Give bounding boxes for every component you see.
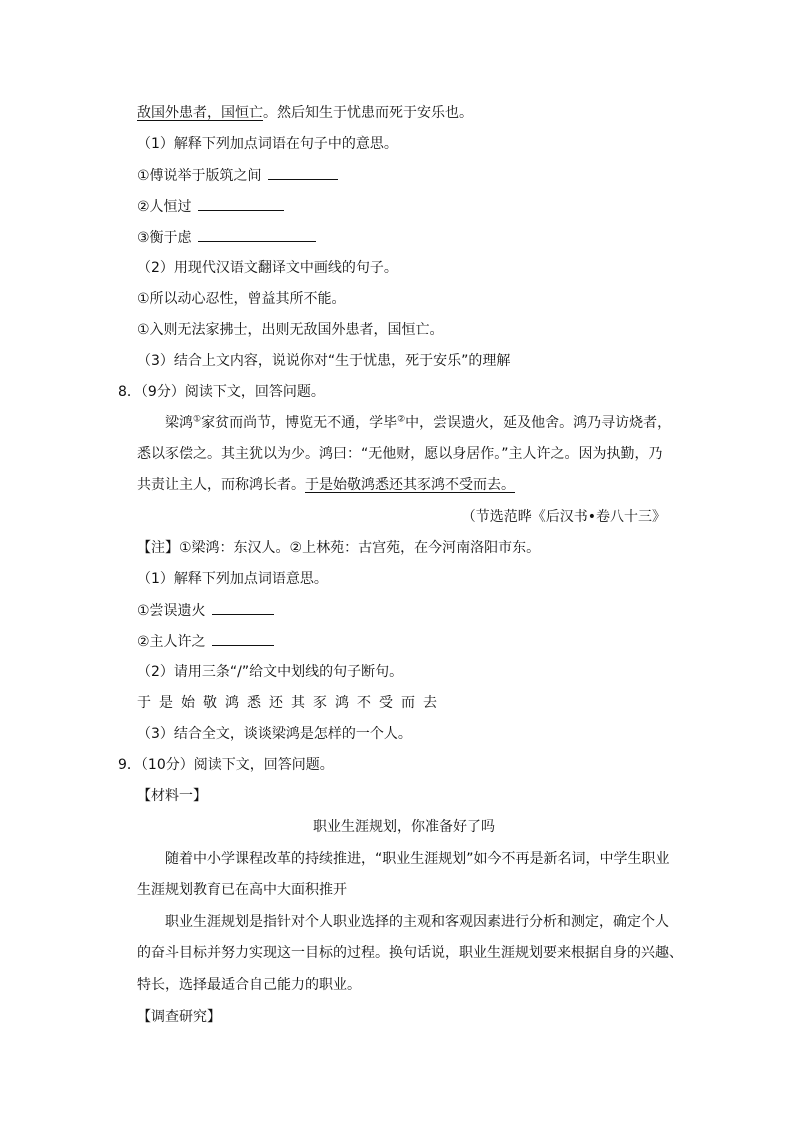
q8-passage-line-3	[137, 475, 515, 495]
answer-blank[interactable]	[212, 631, 274, 646]
q8-passage-line-1	[165, 413, 671, 433]
q8-heading: 8．（9分）阅读下文，回答问题。	[118, 384, 325, 400]
item-text: ③衡于虑	[137, 230, 192, 246]
q7-sub1-prompt: （1）解释下列加点词语在句子中的意思。	[137, 136, 398, 152]
text-continuation: 。然后知生于忧患而死于安乐也。	[263, 105, 473, 121]
q9-paragraph-1-line-2: 生涯规划教育已在高中大面积推开	[137, 882, 347, 898]
q9-article-title: 职业生涯规划，你准备好了吗	[313, 819, 495, 835]
q9-material-1-label: 【材料一】	[137, 788, 207, 804]
underlined-sentence: 于是始敬鸿悉还其豕鸿不受而去。	[305, 477, 515, 493]
answer-blank[interactable]	[212, 600, 274, 615]
q7-sub2-prompt: （2）用现代汉语文翻译文中画线的句子。	[137, 260, 398, 276]
q9-heading: 9．（10分）阅读下文，回答问题。	[118, 757, 334, 773]
footnote-mark: ①	[193, 414, 202, 425]
q7-sub3-prompt: （3）结合上文内容，说说你对“生于忧患，死于安乐”的理解	[137, 353, 511, 369]
q8-note: 【注】①梁鸿：东汉人。②上林苑：古宫苑，在今河南洛阳市东。	[137, 540, 541, 556]
q7-sub2-item-2: ①入则无法家拂士，出则无敌国外患者，国恒亡。	[137, 322, 444, 338]
answer-blank[interactable]	[268, 165, 338, 180]
answer-blank[interactable]	[198, 196, 284, 211]
q7-text-continuation	[137, 103, 473, 123]
item-text: ②人恒过	[137, 199, 192, 215]
q9-paragraph-2-line-1: 职业生涯规划是指针对个人职业选择的主观和客观因素进行分析和测定，确定个人	[165, 914, 669, 930]
passage-text: 梁鸿	[165, 415, 193, 431]
q8-source: （节选范晔《后汉书•卷八十三》	[461, 509, 666, 525]
answer-blank[interactable]	[198, 227, 316, 242]
q9-paragraph-2-line-2: 的奋斗目标并努力实现这一目标的过程。换句话说，职业生涯规划要来根据自身的兴趣、	[137, 945, 683, 961]
q9-paragraph-2-line-3: 特长，选择最适合自己能力的职业。	[137, 977, 361, 993]
footnote-mark: ②	[397, 414, 406, 425]
q9-paragraph-1-line-1: 随着中小学课程改革的持续推进，“职业生涯规划”如今不再是新名词，中学生职业	[165, 851, 670, 867]
q9-survey-label: 【调查研究】	[137, 1009, 221, 1025]
q8-sub1-prompt: （1）解释下列加点词语意思。	[137, 571, 328, 587]
q8-sub2-prompt: （2）请用三条“/”给文中划线的句子断句。	[137, 664, 404, 680]
q7-sub1-item-1	[137, 165, 338, 186]
q8-sub3-prompt: （3）结合全文，谈谈梁鸿是怎样的一个人。	[137, 726, 412, 742]
q7-sub1-item-3	[137, 227, 316, 248]
item-text: ②主人许之	[137, 634, 206, 650]
underlined-sentence-end: 敌国外患者，国恒亡	[137, 105, 263, 121]
q7-sub2-item-1: ①所以动心忍性，曾益其所不能。	[137, 291, 346, 307]
q8-sub1-item-1	[137, 600, 274, 621]
q8-passage-line-2: 悉以豕偿之。其主犹以为少。鸿曰：“无他财，愿以身居作。”主人许之。因为执勤，乃	[137, 446, 663, 462]
passage-text: 共责让主人，而称鸿长者。	[137, 477, 305, 493]
item-text: ①傅说举于版筑之间	[137, 168, 262, 184]
q8-sentence-to-punctuate: 于是始敬鸿悉还其豕鸿不受而去	[137, 695, 445, 711]
passage-text: 中，尝误遗火，延及他舍。鸿乃寻访烧者，	[405, 415, 672, 431]
passage-text: 家贫而尚节，博览无不通，学毕	[201, 415, 398, 431]
q7-sub1-item-2	[137, 196, 284, 217]
q8-sub1-item-2	[137, 631, 274, 652]
item-text: ①尝误遗火	[137, 603, 206, 619]
